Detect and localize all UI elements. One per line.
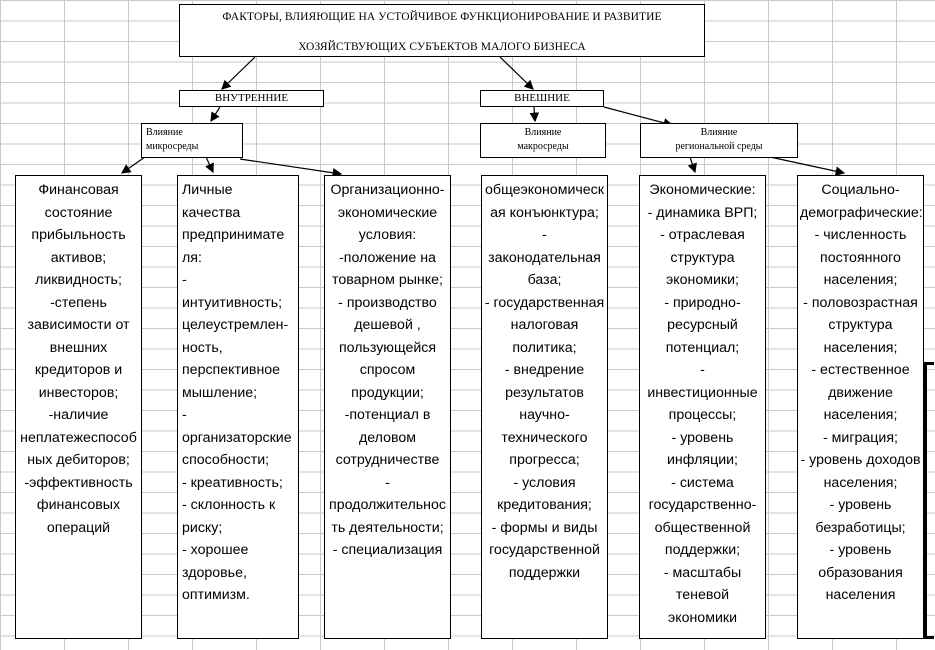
- arrow-title-to-internal: [222, 57, 255, 89]
- macro-environment-box: [480, 123, 606, 158]
- economic-factors-column: Экономические: - динамика ВРП; - отраслевая структура экономики; - природно- ресурсный потенциал; - инвестиционные процессы; - уровень инфляции; - система государственно- общественной поддержки; - масштабы теневой экономики: [639, 175, 766, 639]
- external-label: ВНЕШНИЕ: [514, 92, 570, 104]
- arrow-external-to-macro: [534, 107, 535, 121]
- internal-label: ВНУТРЕННИЕ: [214, 92, 289, 104]
- personal-qualities-column: Личные качества предпринимате ля: - интуитивность; целеустремлен- ность, перспективное мышление; - организаторские способности; - креативность; - склонность к риску; - хорошее здоровье, оптимизм.: [177, 175, 299, 639]
- arrow-regional-to-economic: [690, 157, 695, 172]
- title-line-1: ФАКТОРЫ, ВЛИЯЮЩИЕ НА УСТОЙЧИВОЕ ФУНКЦИОНИРОВАНИЕ И РАЗВИТИЕ: [222, 11, 662, 23]
- arrow-regional-to-social: [770, 157, 844, 173]
- financial-factors-column: Финансовая состояние прибыльность активов; ликвидность; -степень зависимости от внешних кредиторов и инвесторов; -наличие неплатежеспособ ных дебиторов; -эффективность финансовых операций: [15, 175, 142, 639]
- regional-line-1: Влияние: [700, 127, 738, 138]
- arrow-micro-to-financial: [122, 157, 145, 173]
- regional-line-2: региональной среды: [675, 141, 763, 152]
- macro-line-2: макросреды: [517, 141, 569, 152]
- arrow-micro-to-personal: [206, 157, 213, 172]
- micro-line-1: Влияние: [146, 127, 183, 138]
- diagram-title: [179, 4, 705, 57]
- social-demographic-column: Социально- демографические: - численность постоянного населения; - половозрастная структура населения; - естественное движение населения; - миграция; - уровень доходов населения; - уровень безработицы; - уровень образования населения: [797, 175, 924, 639]
- macro-line-1: Влияние: [524, 127, 562, 138]
- arrow-micro-to-organizational: [240, 159, 341, 174]
- macro-factors-column: общеэкономическ ая конъюнктура; - законодательная база; - государственная налоговая политика; - внедрение результатов научно- технического прогресса; - условия кредитования; - формы и виды государственной поддержки: [481, 175, 608, 639]
- arrow-internal-to-micro: [211, 107, 220, 121]
- title-line-2: ХОЗЯЙСТВУЮЩИХ СУБЪЕКТОВ МАЛОГО БИЗНЕСА: [298, 41, 586, 53]
- arrow-title-to-external: [500, 57, 533, 89]
- organizational-conditions-column: Организационно- экономические условия: -положение на товарном рынке; - производство дешевой , пользующейся спросом продукции; -потенциал в деловом сотрудничестве - продолжительнос ть деятельности; - специализация: [324, 175, 451, 639]
- side-bracket: [924, 362, 934, 639]
- external-factors-box: [480, 90, 604, 107]
- regional-environment-box: [640, 123, 798, 158]
- micro-environment-box: [141, 123, 243, 158]
- micro-line-2: микросреды: [146, 141, 199, 152]
- internal-factors-box: [179, 90, 324, 107]
